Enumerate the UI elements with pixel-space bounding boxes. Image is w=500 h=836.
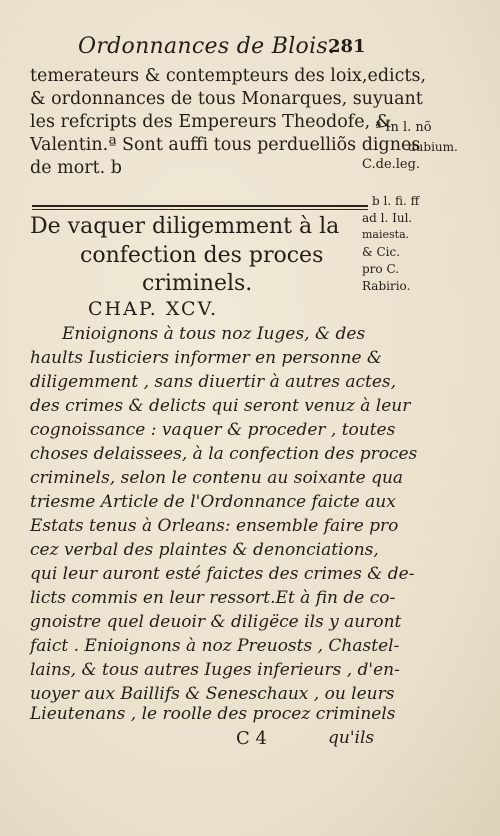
italic-text-line: des crimes & delicts qui seront venuz à leur <box>30 396 411 416</box>
margin-note: b l. fi. ff <box>372 194 420 208</box>
signature-mark: C 4 <box>236 728 267 749</box>
italic-text-line: Enioignons à tous noz Iuges, & des <box>62 324 366 344</box>
margin-note: Rabirio. <box>362 279 411 293</box>
italic-text-line: faict . Enioignons à noz Preuosts , Chastel- <box>30 636 400 656</box>
text-line: & ordonnances de tous Monarques, suyuant <box>30 89 423 109</box>
italic-text-line: licts commis en leur ressort.Et à fin de co- <box>30 588 396 608</box>
italic-text-line: lains, & tous autres Iuges inferieurs , d'en- <box>30 660 400 680</box>
italic-text-line: cognoissance : vaquer & proceder , toutes <box>30 420 396 440</box>
page-number: 281 <box>328 36 366 57</box>
italic-text-line: triesme Article de l'Ordonnance faicte aux <box>30 492 396 512</box>
margin-note: C.de.leg. <box>362 157 421 172</box>
italic-text-line: uoyer aux Baillifs & Seneschaux , ou leurs <box>30 684 395 704</box>
italic-text-line: choses delaissees, à la confection des proces <box>30 444 418 464</box>
margin-note: dubium. <box>408 140 458 154</box>
section-heading-line: De vaquer diligemment à la <box>30 214 340 239</box>
section-rule-thin <box>32 209 368 210</box>
section-heading-line: confection des proces <box>80 243 324 268</box>
section-rule <box>32 205 368 207</box>
margin-note: & Cic. <box>362 245 401 259</box>
italic-text-line: haults Iusticiers informer en personne & <box>30 348 383 368</box>
chapter-label: CHAP. XCV. <box>88 298 219 320</box>
text-line: temerateurs & contempteurs des loix,edicts, <box>30 66 427 86</box>
italic-text-line: diligemment , sans diuertir à autres actes, <box>30 372 397 392</box>
margin-note: pro C. <box>362 262 400 276</box>
italic-text-line: Estats tenus à Orleans: ensemble faire pro <box>30 516 399 536</box>
margin-note: ª In l. nõ <box>375 120 432 135</box>
text-line: les refcripts des Empereurs Theodofe, & <box>30 112 392 132</box>
text-line: de mort. b <box>30 158 122 178</box>
italic-text-line: qui leur auront esté faictes des crimes & de- <box>30 564 415 584</box>
italic-text-line: criminels, selon le contenu au soixante qua <box>30 468 404 488</box>
text-line: Valentin.ª Sont auffi tous perduelliõs dignes <box>30 135 421 155</box>
margin-note: ad l. Iul. <box>362 211 413 225</box>
section-heading-line: criminels. <box>142 271 253 296</box>
catchword: qu'ils <box>328 728 375 748</box>
italic-text-line: gnoistre quel deuoir & diligëce ils y auront <box>30 612 402 632</box>
italic-text-line: Lieutenans , le roolle des procez criminels <box>30 704 396 724</box>
italic-text-line: cez verbal des plaintes & denonciations, <box>30 540 379 560</box>
running-header-title: Ordonnances de Blois. <box>78 34 336 59</box>
margin-note: maiesta. <box>362 228 410 241</box>
